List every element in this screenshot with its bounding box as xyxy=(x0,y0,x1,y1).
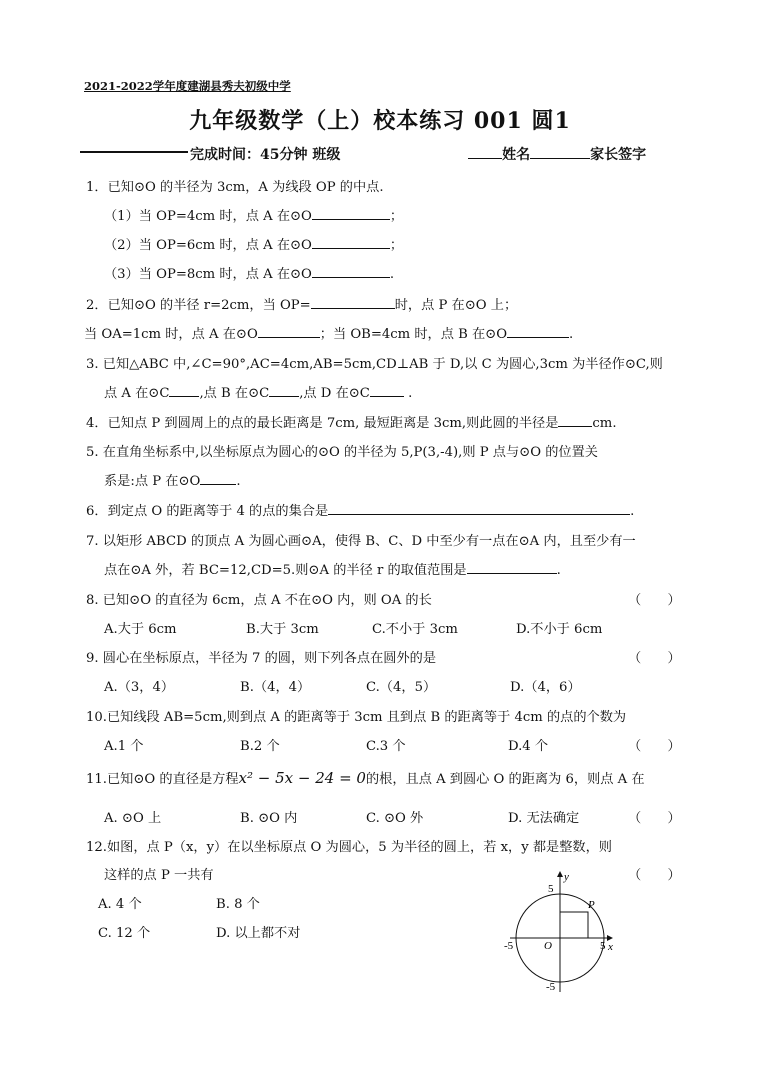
point-p-label: P xyxy=(588,899,595,911)
bottom-tick-label: -5 xyxy=(546,981,556,993)
q8-option-c[interactable]: C.不小于 3cm xyxy=(372,622,458,637)
origin-label: O xyxy=(544,940,552,952)
q3-text-c: ,点 D 在⊙C xyxy=(299,386,370,401)
q1-a-blank[interactable] xyxy=(312,207,390,220)
q3-text-d: . xyxy=(408,386,413,401)
q11-text-b: 的根，且点 A 到圆心 O 的距离为 6，则点 A 在 xyxy=(365,772,645,787)
q9-stem: 9. 圆心在坐标原点，半径为 7 的圆，则下列各点在圆外的是 xyxy=(86,651,437,666)
name-blank[interactable] xyxy=(530,158,590,159)
q6-text-a: 6．到定点 O 的距离等于 4 的点的集合是 xyxy=(86,504,329,519)
q4-text-a: 4．已知点 P 到圆周上的点的最长距离是 7cm, 最短距离是 3cm,则此圆的半径是 xyxy=(86,416,559,431)
q7-text-b: . xyxy=(556,563,561,578)
q8-option-b[interactable]: B.大于 3cm xyxy=(246,622,319,637)
q9-option-b[interactable]: B.（4，4） xyxy=(240,680,311,695)
q8-option-a[interactable]: A.大于 6cm xyxy=(104,622,177,637)
page-title: 九年级数学（上）校本练习 001 圆1 xyxy=(189,108,571,134)
q5-blank[interactable] xyxy=(200,472,236,485)
q1-part-a xyxy=(104,205,403,224)
q2-text-c: 当 OA=1cm 时，点 A 在⊙O xyxy=(84,327,258,342)
q10-option-d[interactable]: D.4 个 xyxy=(508,739,549,754)
q9-option-c[interactable]: C.（4，5） xyxy=(366,680,437,695)
x-axis-label: x xyxy=(608,941,613,953)
q12-option-d[interactable]: D. 以上都不对 xyxy=(216,926,301,941)
q3-text-b: ,点 B 在⊙C xyxy=(199,386,270,401)
q9-answer-paren[interactable]: （ ） xyxy=(628,651,681,666)
q10-stem: 10.已知线段 AB=5cm,则到点 A 的距离等于 3cm 且到点 B 的距离等于 4cm 的点的个数为 xyxy=(86,710,627,725)
q1-a-end: ； xyxy=(389,209,404,224)
q11-stem xyxy=(86,768,645,787)
leading-dash xyxy=(80,151,188,153)
q5-text-b: . xyxy=(236,474,241,489)
q5-text-a: 系是:点 P 在⊙O xyxy=(104,474,201,489)
q2-text-e: . xyxy=(569,327,574,342)
q2-text-b: 时，点 P 在⊙O 上； xyxy=(394,298,518,313)
q6-blank[interactable] xyxy=(328,502,630,515)
q1-b-blank[interactable] xyxy=(312,236,390,249)
q1-c-blank[interactable] xyxy=(312,265,390,278)
q4-blank[interactable] xyxy=(558,414,592,427)
right-tick-label: 5 xyxy=(600,940,606,952)
q12-line1: 12.如图，点 P（x，y）在以坐标原点 O 为圆心，5 为半径的圆上，若 x，y 都是整数，则 xyxy=(86,840,612,855)
q4-text-b: cm. xyxy=(592,416,617,431)
q10-option-b[interactable]: B.2 个 xyxy=(240,739,280,754)
q2-a-blank[interactable] xyxy=(258,325,320,338)
q12-option-c[interactable]: C. 12 个 xyxy=(98,926,151,941)
q5-line1: 5. 在直角坐标系中,以坐标原点为圆心的⊙O 的半径为 5,P(3,-4),则 P 点与⊙O 的位置关 xyxy=(86,445,598,460)
q8-option-d[interactable]: D.不小于 6cm xyxy=(516,622,603,637)
q1-b-text: （2）当 OP=6cm 时，点 A 在⊙O xyxy=(104,238,312,253)
q1-part-c xyxy=(104,263,394,282)
q3-line1: 3. 已知△ABC 中,∠C=90°,AC=4cm,AB=5cm,CD⊥AB 于 D,以 C 为圆心,3cm 为半径作⊙C,则 xyxy=(86,357,663,372)
q6-text-b: . xyxy=(630,504,635,519)
q9-option-d[interactable]: D.（4，6） xyxy=(510,680,581,695)
q1-c-text: （3）当 OP=8cm 时，点 A 在⊙O xyxy=(104,267,312,282)
q2-text-a: 2．已知⊙O 的半径 r=2cm，当 OP= xyxy=(86,298,311,313)
q1-part-b xyxy=(104,234,403,253)
q10-answer-paren[interactable]: （ ） xyxy=(628,739,681,754)
q12-line2: 这样的点 P 一共有 xyxy=(104,868,214,883)
q3-d-blank[interactable] xyxy=(370,384,404,397)
q11-option-b[interactable]: B. ⊙O 内 xyxy=(240,811,298,826)
info-line xyxy=(80,144,700,164)
circle-coordinate-figure xyxy=(498,868,632,996)
q11-answer-paren[interactable]: （ ） xyxy=(628,811,681,826)
q4-line xyxy=(86,412,617,431)
q11-option-a[interactable]: A. ⊙O 上 xyxy=(104,811,162,826)
q3-line2 xyxy=(104,382,412,401)
q1-a-text: （1）当 OP=4cm 时，点 A 在⊙O xyxy=(104,209,312,224)
parent-label: 家长签字 xyxy=(590,147,647,163)
top-tick-label: 5 xyxy=(548,883,554,895)
time-label: 完成时间：45分钟 xyxy=(190,147,308,163)
q5-line2 xyxy=(104,470,241,489)
class-label: 班级 xyxy=(312,147,341,163)
q11-text-a: 11.已知⊙O 的直径是方程 xyxy=(86,772,239,787)
name-label: 姓名 xyxy=(502,147,531,163)
q1-b-end: ； xyxy=(389,238,404,253)
q12-option-b[interactable]: B. 8 个 xyxy=(216,897,260,912)
q7-line2 xyxy=(104,559,561,578)
q10-option-a[interactable]: A.1 个 xyxy=(104,739,144,754)
q2-line1 xyxy=(86,294,517,313)
q3-b-blank[interactable] xyxy=(269,384,299,397)
q2-text-d: ；当 OB=4cm 时，点 B 在⊙O xyxy=(319,327,508,342)
q1-stem: 1．已知⊙O 的半径为 3cm，A 为线段 OP 的中点. xyxy=(86,180,384,195)
q12-answer-paren[interactable]: （ ） xyxy=(628,868,681,883)
y-axis-label: y xyxy=(564,871,569,883)
q1-c-end: . xyxy=(389,267,395,282)
q10-option-c[interactable]: C.3 个 xyxy=(366,739,406,754)
q3-a-blank[interactable] xyxy=(169,384,199,397)
q2-op-blank[interactable] xyxy=(311,296,395,309)
q3-text-a: 点 A 在⊙C xyxy=(104,386,170,401)
school-name: 2021-2022学年度建湖县秀夫初级中学 xyxy=(84,79,291,93)
q11-option-d[interactable]: D. 无法确定 xyxy=(508,811,580,826)
q8-stem: 8. 已知⊙O 的直径为 6cm，点 A 不在⊙O 内，则 OA 的长 xyxy=(86,593,432,608)
q6-line xyxy=(86,500,634,519)
class-blank[interactable] xyxy=(468,158,502,159)
q8-answer-paren[interactable]: （ ） xyxy=(628,593,681,608)
q9-option-a[interactable]: A.（3，4） xyxy=(104,680,175,695)
q12-option-a[interactable]: A. 4 个 xyxy=(98,897,142,912)
q7-line1: 7. 以矩形 ABCD 的顶点 A 为圆心画⊙A，使得 B、C、D 中至少有一点在⊙A 内，且至少有一 xyxy=(86,534,636,549)
left-tick-label: -5 xyxy=(504,940,514,952)
point-rectangle xyxy=(560,912,588,938)
q2-line2 xyxy=(84,323,573,342)
q7-blank[interactable] xyxy=(467,561,557,574)
q11-option-c[interactable]: C. ⊙O 外 xyxy=(366,811,424,826)
q7-text-a: 点在⊙A 外，若 BC=12,CD=5.则⊙A 的半径 r 的取值范围是 xyxy=(104,563,467,578)
q2-b-blank[interactable] xyxy=(507,325,569,338)
q11-equation: x² − 5x − 24 = 0 xyxy=(238,769,366,787)
